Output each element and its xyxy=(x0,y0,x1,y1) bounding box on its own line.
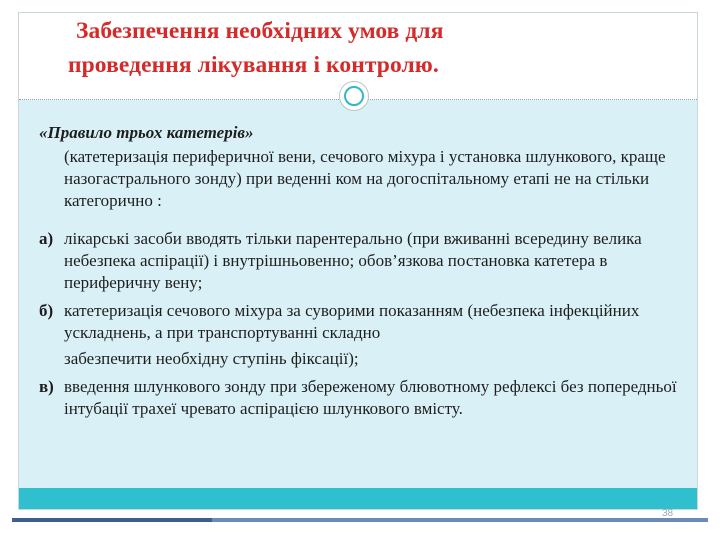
rule-heading: «Правило трьох катетерів» xyxy=(39,123,254,142)
footer-line xyxy=(12,518,708,522)
title-line-1: Забезпечення необхідних умов для xyxy=(76,18,444,44)
list-item-a xyxy=(37,228,692,294)
list-marker: б) xyxy=(39,301,54,320)
list-marker: в) xyxy=(39,377,54,396)
list-item-text: введення шлункового зонду при збереженому блювотному рефлексі без попередньої інтубації трахеї чревато аспірацією шлункового вмісту. xyxy=(64,377,677,418)
page-number: 38 xyxy=(662,508,674,519)
list-item-b-continuation: забезпечити необхідну ступінь фіксації); xyxy=(64,349,359,368)
list-item-text: лікарські засоби вводять тільки парентерально (при вживанні всередину велика небезпека аспірації) і внутрішньовенно; обов’язкова постановка катетера в периферичну вену; xyxy=(64,229,642,292)
slide-body xyxy=(37,122,692,420)
list-marker: а) xyxy=(39,229,54,248)
divider-circle-ornament xyxy=(339,81,369,111)
slide-title xyxy=(68,14,696,82)
ring-icon xyxy=(344,86,364,106)
list-item-c xyxy=(37,376,692,420)
intro-paragraph: (катетеризація периферичної вени, сечового міхура і установка шлункового, краще назогастрального зонду) при веденні ком на догоспітальному етапі не на стільки категорично : xyxy=(64,147,666,210)
accent-bar xyxy=(19,488,697,509)
list-item-text: катетеризація сечового міхура за суворими показанням (небезпека інфекційних ускладнень, а при транспортуванні складно xyxy=(64,301,640,342)
list-item-b xyxy=(37,300,692,344)
title-line-2: проведення лікування і контролю. xyxy=(68,52,439,78)
